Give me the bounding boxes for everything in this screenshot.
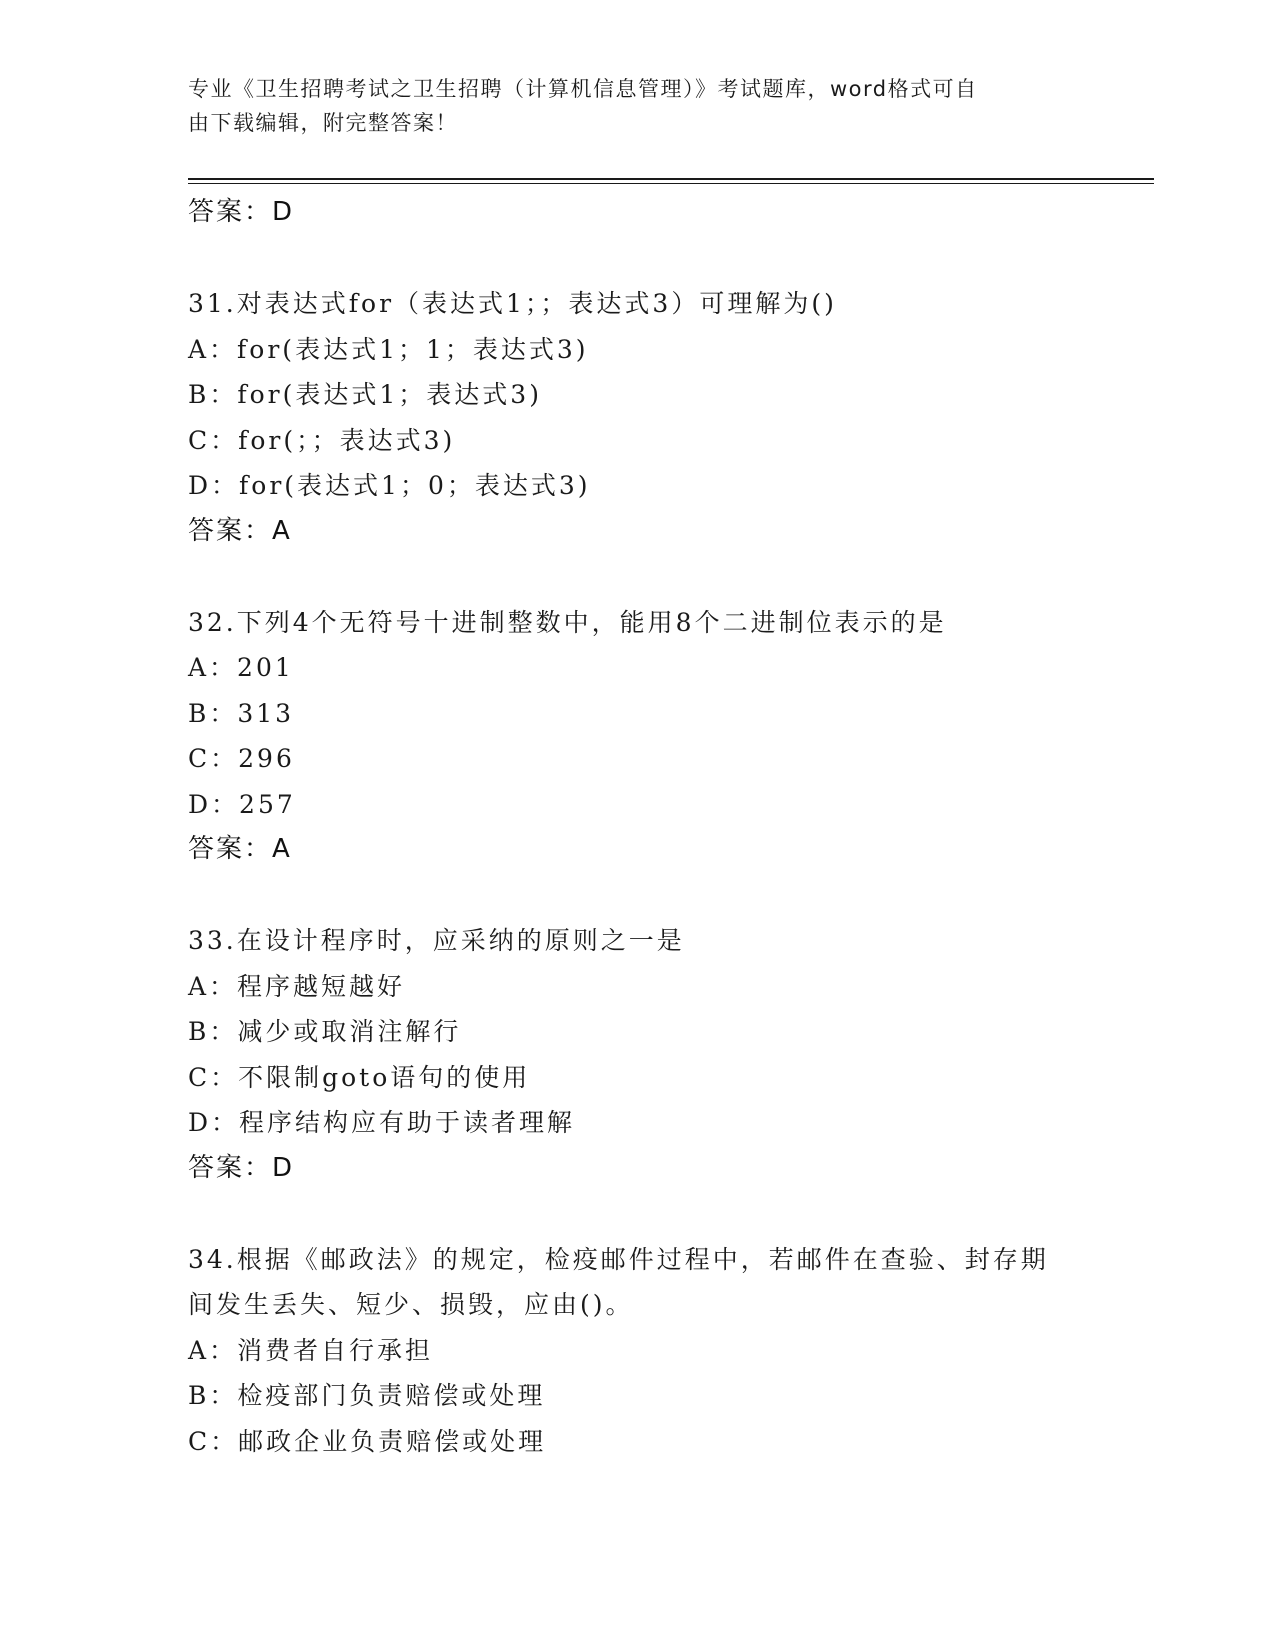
option-b: B：检疫部门负责赔偿或处理 <box>188 1381 546 1410</box>
option-a: A：程序越短越好 <box>188 971 406 1001</box>
answer: 答案：A <box>188 834 292 864</box>
option-a: A：消费者自行承担 <box>188 1335 434 1365</box>
spacer <box>188 873 1088 919</box>
header-divider <box>188 178 1154 184</box>
question-stem: 31.对表达式for（表达式1；；表达式3）可理解为() <box>188 289 837 318</box>
option-b: B：313 <box>188 698 295 728</box>
option-c: C：邮政企业负责赔偿或处理 <box>188 1426 547 1456</box>
document-header <box>188 72 1068 140</box>
option-c: C：296 <box>188 744 295 773</box>
previous-answer: 答案：D <box>188 197 295 227</box>
question-33 <box>188 918 1088 1191</box>
option-c: C：for(；；表达式3) <box>188 425 456 455</box>
option-d: D：for(表达式1；0；表达式3) <box>188 471 591 500</box>
question-stem: 32.下列4个无符号十进制整数中，能用8个二进制位表示的是 <box>188 607 947 637</box>
option-b: B：减少或取消注解行 <box>188 1017 462 1046</box>
option-b: B：for(表达式1；表达式3) <box>188 380 542 409</box>
header-line-1: 专业《卫生招聘考试之卫生招聘（计算机信息管理）》考试题库，word格式可自 <box>188 77 978 101</box>
answer: 答案：A <box>188 515 292 546</box>
spacer <box>188 236 1088 282</box>
question-stem-line-1: 34.根据《邮政法》的规定，检疫邮件过程中，若邮件在查验、封存期 <box>188 1244 1049 1274</box>
question-stem: 33.在设计程序时，应采纳的原则之一是 <box>188 926 685 955</box>
option-a: A：for(表达式1；1；表达式3) <box>188 334 589 364</box>
option-a: A：201 <box>188 653 294 682</box>
question-stem-line-2: 间发生丢失、短少、损毁，应由()。 <box>188 1290 634 1319</box>
spacer <box>188 554 1088 600</box>
question-31 <box>188 281 1088 554</box>
option-c: C：不限制goto语句的使用 <box>188 1062 531 1092</box>
answer: 答案：D <box>188 1152 295 1183</box>
option-d: D：程序结构应有助于读者理解 <box>188 1108 576 1137</box>
spacer <box>188 1191 1088 1237</box>
question-32 <box>188 600 1088 873</box>
header-line-2: 由下载编辑，附完整答案！ <box>188 111 458 135</box>
question-list <box>188 190 1088 1464</box>
option-d: D：257 <box>188 789 296 819</box>
question-34 <box>188 1237 1088 1465</box>
